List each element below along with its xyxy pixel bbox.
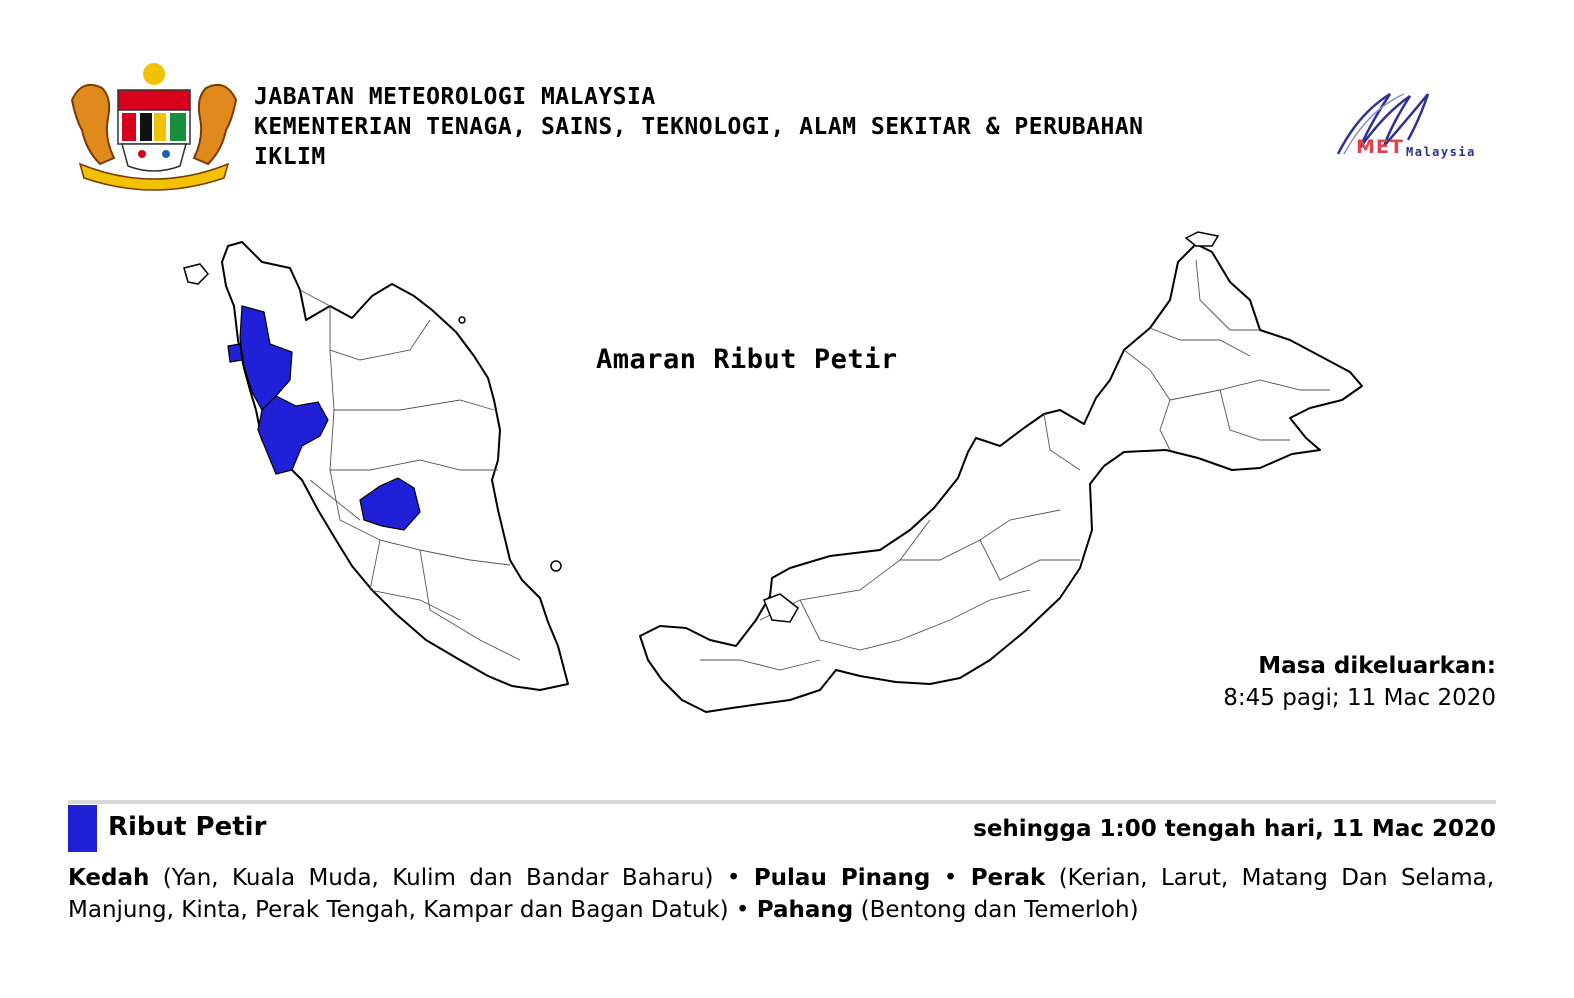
area-state: Pahang bbox=[756, 897, 854, 923]
tioman-island bbox=[551, 561, 561, 571]
valid-until: sehingga 1:00 tengah hari, 11 Mac 2020 bbox=[973, 816, 1496, 842]
issued-time-block bbox=[1223, 650, 1496, 714]
area-state: Kedah bbox=[68, 865, 150, 891]
issued-label: Masa dikeluarkan: bbox=[1258, 653, 1496, 679]
langkawi-island bbox=[184, 264, 208, 284]
issued-value: 8:45 pagi; 11 Mac 2020 bbox=[1223, 685, 1496, 711]
area-separator: • bbox=[735, 897, 750, 923]
east-malaysia bbox=[640, 244, 1362, 712]
area-separator: • bbox=[726, 865, 741, 891]
area-districts: (Kerian, Larut, Matang Dan Selama, Manjung, Kinta, Perak Tengah, Kampar dan Bagan Datuk) bbox=[68, 865, 1495, 923]
header-titles bbox=[254, 82, 1314, 172]
small-island bbox=[459, 317, 465, 323]
legend-swatch bbox=[68, 805, 97, 852]
met-logo-text: MET bbox=[1356, 136, 1404, 158]
ministry-name-line1: KEMENTERIAN TENAGA, SAINS, TEKNOLOGI, ALAM SEKITAR & PERUBAHAN bbox=[254, 114, 1144, 140]
met-malaysia-logo bbox=[1330, 88, 1500, 168]
met-logo-subtext: Malaysia bbox=[1406, 145, 1476, 159]
banggi-island bbox=[1186, 232, 1218, 246]
ministry-name-line2: IKLIM bbox=[254, 144, 326, 170]
map-title: Amaran Ribut Petir bbox=[596, 344, 898, 375]
area-districts: (Bentong dan Temerloh) bbox=[860, 897, 1139, 923]
affected-areas bbox=[68, 862, 1494, 926]
divider bbox=[68, 800, 1496, 804]
agency-name: JABATAN METEOROLOGI MALAYSIA bbox=[254, 84, 656, 110]
area-state: Perak bbox=[970, 865, 1046, 891]
coat-of-arms-emblem bbox=[66, 60, 242, 192]
warning-region-penang bbox=[228, 344, 242, 362]
area-districts: (Yan, Kuala Muda, Kulim dan Bandar Baharu) bbox=[162, 865, 714, 891]
area-separator: • bbox=[943, 865, 958, 891]
area-state: Pulau Pinang bbox=[753, 865, 931, 891]
legend-label: Ribut Petir bbox=[108, 812, 267, 842]
